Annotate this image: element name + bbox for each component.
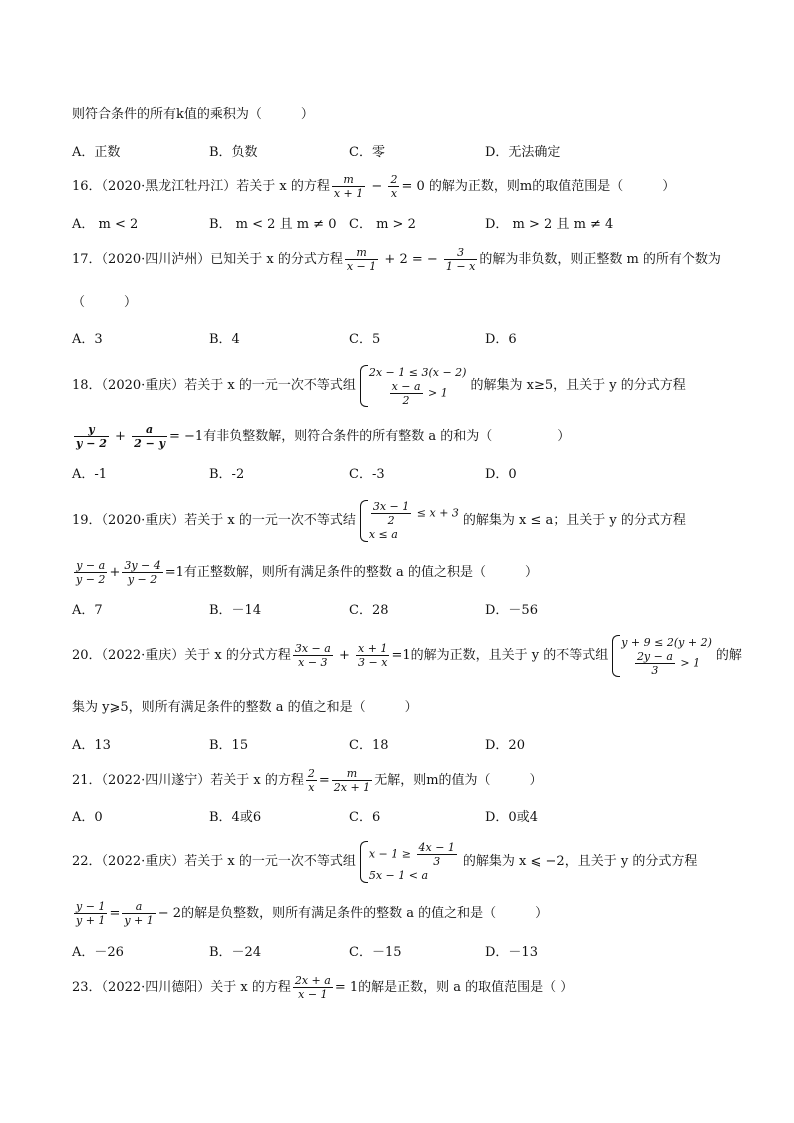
- q18-sys-row2: [369, 380, 467, 407]
- q17-options: [72, 332, 722, 348]
- q18-l2-fraction-2: [132, 423, 167, 450]
- q20-option-c: C．18: [349, 738, 389, 753]
- q19-brace: [360, 500, 368, 542]
- q18-option-b: B．-2: [209, 467, 245, 482]
- q22-options: [72, 945, 722, 961]
- q16-stem: [72, 172, 675, 202]
- q18-sys-row2-num: x − a: [391, 379, 421, 393]
- q23-prefix: 23．（2022·四川德阳）关于 x 的方程: [72, 980, 291, 995]
- q20-brace: [612, 635, 620, 677]
- q21-f2-den: 2x + 1: [333, 781, 371, 794]
- q19-sys-row1-den: 2: [387, 513, 395, 527]
- q18-l2-f2-den: 2 − y: [134, 437, 166, 450]
- q20-stem: [72, 628, 742, 684]
- q20-stem-line2: 集为 y⩾5，则所有满足条件的整数 a 的值之和是（ ）: [72, 700, 418, 715]
- q17-f1-den: x − 1: [346, 260, 377, 273]
- q19-l2-suffix: =1有正整数解，则所有满足条件的整数 a 的值之积是（ ）: [164, 565, 538, 580]
- q19-stem: [72, 493, 686, 549]
- q16-f2-num: 2: [390, 173, 398, 186]
- q15-option-b: B．负数: [209, 145, 258, 160]
- q16-option-d: D． m > 2 且 m ≠ 4: [485, 217, 614, 232]
- q21-fraction-1: [306, 767, 317, 794]
- q20-fraction-1: [293, 642, 333, 669]
- q18-suffix: 的解集为 x≥5，且关于 y 的分式方程: [470, 378, 686, 393]
- q22-option-b: B．－24: [209, 945, 262, 960]
- q15-stem: 则符合条件的所有k值的乘积为（ ）: [72, 107, 314, 122]
- q22-prefix: 22．（2022·重庆）若关于 x 的一元一次不等式组: [72, 854, 356, 869]
- q19-suffix: 的解集为 x ≤ a；且关于 y 的分式方程: [462, 513, 686, 528]
- q18-brace: [360, 365, 368, 407]
- q21-f2-num: m: [332, 767, 372, 781]
- q20-options: [72, 738, 722, 754]
- q18-option-c: C．-3: [349, 467, 385, 482]
- q19-sys-row1: [369, 500, 459, 527]
- q18-l2-f2-num: a: [132, 423, 167, 437]
- q20-sys-row2-tail: > 1: [680, 656, 701, 669]
- q21-prefix: 21．（2022·四川遂宁）若关于 x 的方程: [72, 773, 304, 788]
- q20-sys-row2-den: 3: [651, 663, 659, 677]
- q17-f2-den: 1 − x: [445, 260, 476, 273]
- q19-inequality-system: [360, 500, 459, 542]
- q22-l2-fraction-2: [122, 900, 155, 927]
- q21-f1-num: 2: [307, 767, 315, 780]
- q22-l2-f2-num: a: [122, 900, 155, 914]
- q17-suffix: 的解为非负数，则正整数 m 的所有个数为: [479, 252, 721, 267]
- q18-sys-row1: 2x − 1 ≤ 3(x − 2): [368, 365, 467, 379]
- q20-sys-row2-num: 2y − a: [636, 649, 673, 663]
- q22-sys-row1: [369, 841, 459, 868]
- q18-sys-row2-den: 2: [402, 393, 410, 407]
- q22-sys-row1-num: 4x − 1: [418, 840, 455, 854]
- q17-stem: [72, 245, 721, 275]
- q22-option-d: D．－13: [485, 945, 538, 960]
- q22-stem: [72, 834, 697, 890]
- q18-l2-plus: +: [110, 429, 131, 444]
- q19-l2-fraction-2: [122, 559, 162, 586]
- q23-fraction-1: [293, 974, 333, 1001]
- q19-sys-row2: x ≤ a: [368, 527, 398, 541]
- q17-option-d: D．6: [485, 332, 517, 347]
- q16-f2-den: x: [390, 187, 398, 200]
- q19-options: [72, 603, 722, 619]
- q15-option-c: C．零: [349, 145, 385, 160]
- q19-l2-f1-den: y − 2: [76, 573, 106, 586]
- q21-option-c: C．6: [349, 810, 381, 825]
- q22-l2-f1-num: y − 1: [76, 900, 106, 913]
- q22-sys-row2: 5x − 1 < a: [368, 868, 429, 882]
- q16-options: [72, 217, 722, 233]
- q21-stem: [72, 766, 543, 796]
- q22-sys-row1-den: 3: [433, 854, 441, 868]
- q16-option-c: C． m > 2: [349, 217, 416, 232]
- q19-l2-f1-num: y − a: [74, 559, 107, 573]
- q22-l2-f2-den: y + 1: [124, 914, 154, 927]
- q22-l2-f1-den: y + 1: [76, 914, 106, 927]
- q19-option-b: B．－14: [209, 603, 262, 618]
- q20-sys-row2: [621, 650, 712, 677]
- q20-f2-num: x + 1: [358, 642, 388, 655]
- q21-option-d: D．0或4: [485, 810, 538, 825]
- q21-option-a: A．0: [72, 810, 103, 825]
- q18-option-a: A．-1: [72, 467, 108, 482]
- q19-sys-row1-tail: ≤ x + 3: [416, 506, 459, 519]
- q19-l2-fraction-1: [74, 559, 107, 586]
- q18-l2-f1-num: y: [74, 423, 109, 437]
- q17-f1-num: m: [345, 246, 378, 260]
- q19-l2-f2-num: 3y − 4: [124, 559, 161, 572]
- q17-fraction-1: [345, 246, 378, 273]
- q20-f1-den: x − 3: [298, 656, 328, 669]
- q18-stem: [72, 358, 686, 414]
- q23-stem: [72, 973, 573, 1003]
- q22-stem-line2: [72, 899, 548, 929]
- q22-brace: [360, 841, 368, 883]
- q20-tail: 的解: [715, 648, 742, 663]
- q21-option-b: B．4或6: [209, 810, 262, 825]
- q18-stem-line2: [72, 422, 570, 452]
- q23-suffix: = 1的解是正数，则 a 的取值范围是（ ）: [334, 980, 574, 995]
- q15-options: [72, 145, 722, 161]
- q18-sys-row2-tail: > 1: [428, 386, 448, 399]
- q18-l2-fraction-1: [74, 423, 109, 450]
- q19-l2-f2-den: y − 2: [127, 573, 158, 586]
- q18-options: [72, 467, 722, 483]
- q19-prefix: 19．（2020·重庆）若关于 x 的一元一次不等式结: [72, 513, 356, 528]
- q22-suffix: 的解集为 x ⩽ −2，且关于 y 的分式方程: [462, 854, 698, 869]
- q18-inequality-system: [360, 365, 467, 407]
- q22-l2-suffix: − 2的解是负整数，则所有满足条件的整数 a 的值之和是（ ）: [157, 906, 549, 921]
- q17-stem-line2: （ ）: [72, 295, 138, 310]
- q22-l2-eq: =: [109, 906, 121, 921]
- q20-option-d: D．20: [485, 738, 525, 753]
- q19-option-c: C．28: [349, 603, 389, 618]
- q19-sys-row1-num: 3x − 1: [372, 499, 410, 513]
- q20-option-b: B．15: [209, 738, 249, 753]
- q18-l2-f1-den: y − 2: [76, 437, 107, 450]
- q16-minus: −: [367, 179, 387, 194]
- q20-f2-den: 3 − x: [358, 656, 388, 669]
- q16-prefix: 16．（2020·黑龙江牡丹江）若关于 x 的方程: [72, 179, 330, 194]
- q22-option-c: C．－15: [349, 945, 402, 960]
- q20-f1-num: 3x − a: [294, 642, 331, 655]
- q19-l2-plus: +: [109, 565, 121, 580]
- q16-f1-den: x + 1: [333, 187, 364, 200]
- q17-fraction-2: [444, 246, 477, 273]
- q17-option-a: A．3: [72, 332, 103, 347]
- q17-option-b: B．4: [209, 332, 240, 347]
- q19-stem-line2: [72, 558, 538, 588]
- q19-option-a: A．7: [72, 603, 103, 618]
- q20-fraction-2: [356, 642, 389, 669]
- q21-eq: =: [318, 773, 330, 788]
- q16-fraction-1: [332, 173, 365, 200]
- q20-inequality-system: [612, 635, 712, 677]
- q15-option-d: D．无法确定: [485, 145, 561, 160]
- q21-f1-den: x: [308, 781, 315, 794]
- q16-fraction-2: [388, 173, 399, 200]
- q22-sys-row1-head: x − 1 ≥: [368, 847, 411, 860]
- q16-f1-num: m: [332, 173, 365, 187]
- q21-fraction-2: [332, 767, 372, 794]
- q20-plus: +: [334, 648, 355, 663]
- q22-inequality-system: [360, 841, 459, 883]
- q20-option-a: A．13: [72, 738, 111, 753]
- q22-l2-fraction-1: [74, 900, 107, 927]
- q20-prefix: 20．（2022·重庆）关于 x 的分式方程: [72, 648, 291, 663]
- q17-f2-num: 3: [444, 246, 477, 260]
- q17-prefix: 17．（2020·四川泸州）已知关于 x 的分式方程: [72, 252, 343, 267]
- q23-f1-num: 2x + a: [294, 974, 331, 987]
- q20-mid: =1的解为正数，且关于 y 的不等式组: [391, 648, 609, 663]
- q20-sys-row1: y + 9 ≤ 2(y + 2): [621, 635, 712, 649]
- q22-option-a: A．－26: [72, 945, 124, 960]
- q18-prefix: 18．（2020·重庆）若关于 x 的一元一次不等式组: [72, 378, 356, 393]
- q16-option-b: B． m < 2 且 m ≠ 0: [209, 217, 337, 232]
- q17-mid: + 2 = −: [380, 252, 442, 267]
- q17-option-c: C．5: [349, 332, 381, 347]
- q19-option-d: D．－56: [485, 603, 538, 618]
- q18-option-d: D．0: [485, 467, 517, 482]
- q21-options: [72, 810, 722, 826]
- q16-option-a: A． m < 2: [72, 217, 139, 232]
- q16-suffix: = 0 的解为正数，则m的取值范围是（ ）: [401, 179, 676, 194]
- q21-suffix: 无解，则m的值为（ ）: [374, 773, 543, 788]
- q23-f1-den: x − 1: [298, 988, 328, 1001]
- q18-l2-suffix: = −1有非负整数解，则符合条件的所有整数 a 的和为（ ）: [169, 429, 571, 444]
- q15-option-a: A．正数: [72, 145, 121, 160]
